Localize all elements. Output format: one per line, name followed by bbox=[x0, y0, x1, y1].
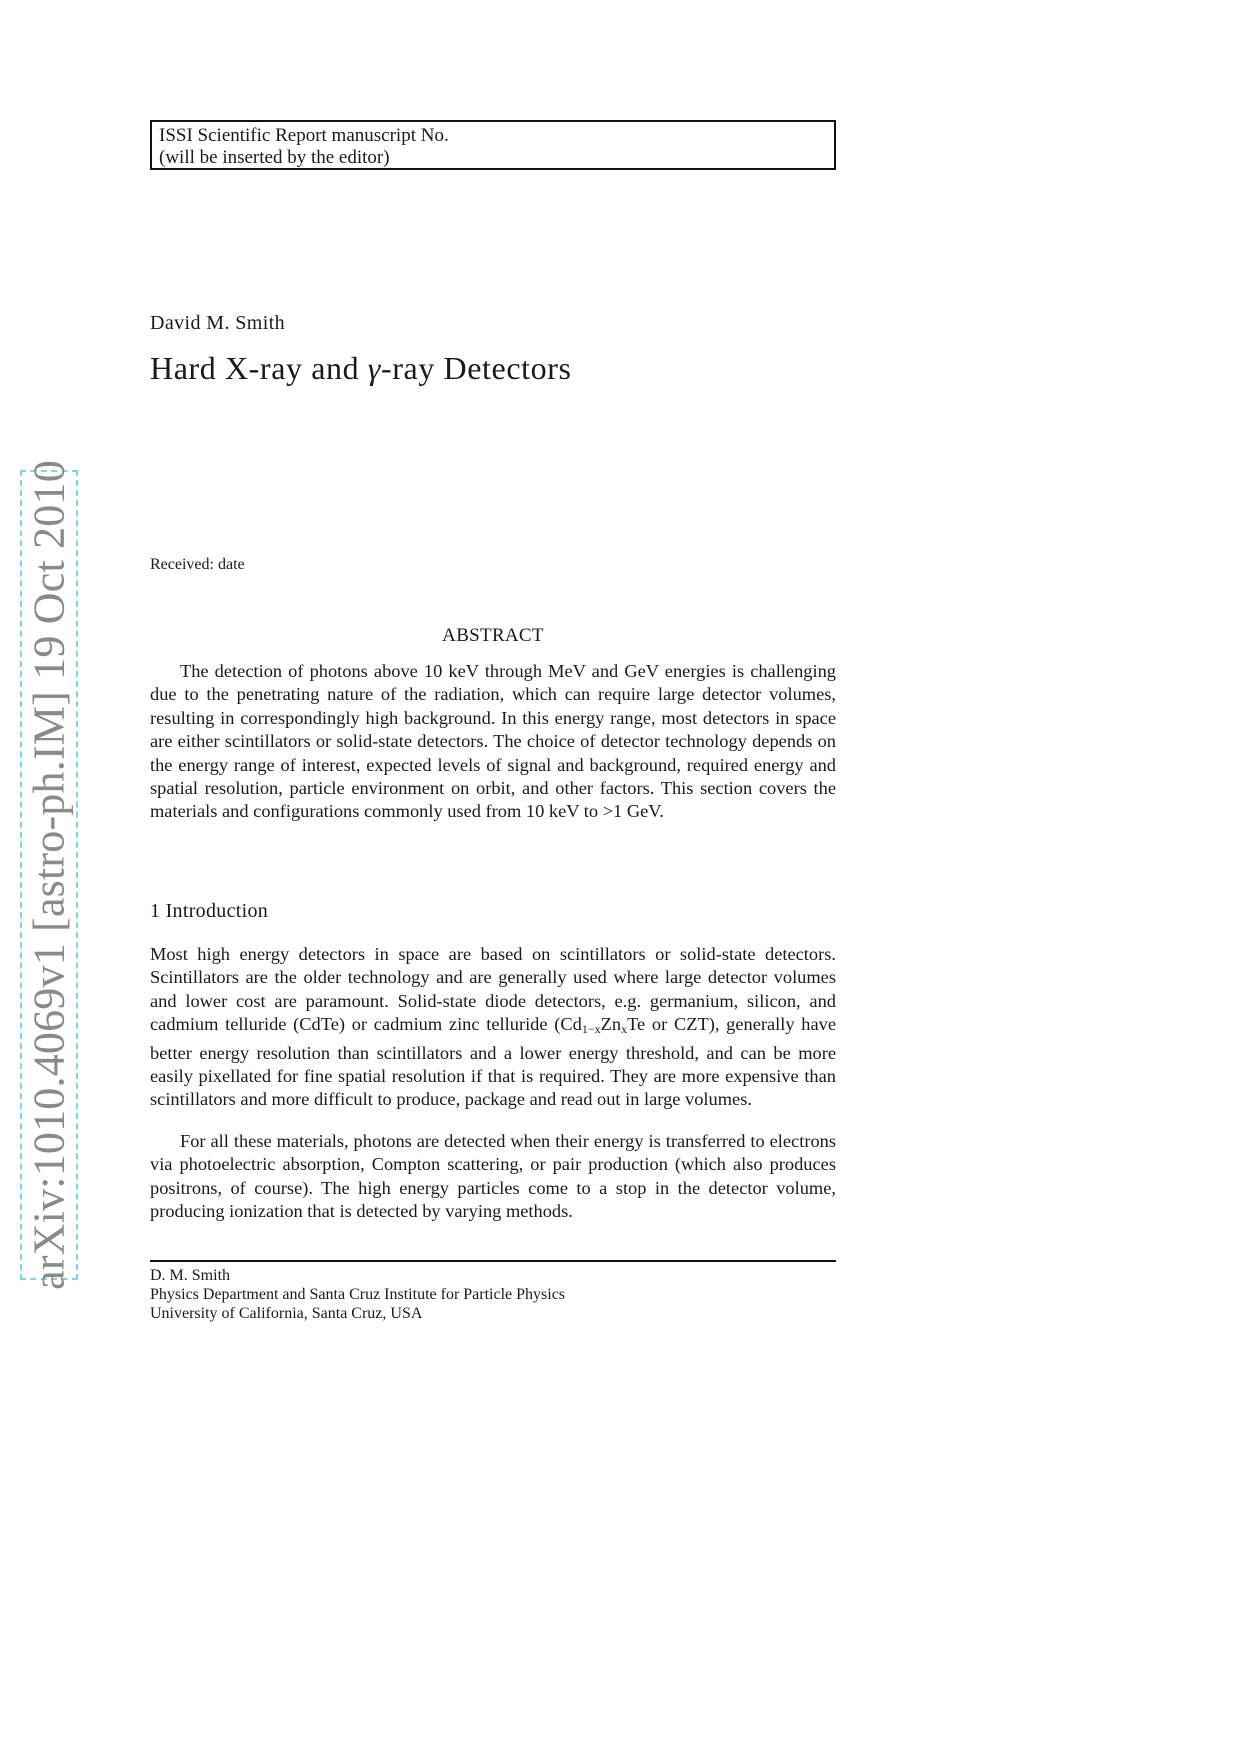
intro-paragraph-1 bbox=[150, 943, 836, 1112]
section-heading-introduction: 1 Introduction bbox=[150, 900, 269, 922]
title-text-after: -ray Detectors bbox=[381, 350, 572, 386]
intro-paragraph-1-text-b: Zn bbox=[600, 1014, 622, 1035]
intro-paragraph-1-text-c: Te or CZT), generally have better energy resolution than scintillators and a lower energy threshold, and can be more easily pixellated for fine spatial resolution if that is required. They are more expensive than scintillators and more difficult to produce, package and read out in large volumes. bbox=[150, 1014, 836, 1110]
received-date: Received: date bbox=[150, 556, 245, 573]
abstract-text: The detection of photons above 10 keV through MeV and GeV energies is challenging due to the penetrating nature of the radiation, which can require large detector volumes, resulting in correspondingly high background. In this energy range, most detectors in space are either scintillators or solid-state detectors. The choice of detector technology depends on the energy range of interest, expected levels of signal and background, required energy and spatial resolution, particle environment on orbit, and other factors. This section covers the materials and configurations commonly used from 10 keV to >1 GeV. bbox=[150, 661, 836, 822]
affiliation-university: University of California, Santa Cruz, USA bbox=[150, 1305, 423, 1322]
affiliation-department: Physics Department and Santa Cruz Institute for Particle Physics bbox=[150, 1286, 566, 1303]
intro-paragraph-2: For all these materials, photons are detected when their energy is transferred to electrons via photoelectric absorption, Compton scattering, or pair production (which also produces positrons, of course). The high energy particles come to a stop in the detector volume, producing ionization that is detected by varying methods. bbox=[150, 1131, 836, 1222]
affiliation-name: D. M. Smith bbox=[150, 1267, 231, 1284]
abstract-heading: ABSTRACT bbox=[442, 625, 544, 646]
author-affiliation bbox=[150, 1266, 565, 1323]
paper-title bbox=[150, 350, 572, 387]
manuscript-info-box bbox=[150, 120, 836, 170]
manuscript-info-line-2: (will be inserted by the editor) bbox=[159, 147, 390, 168]
intro-paragraph-1-text-a: Most high energy detectors in space are based on scintillators or solid-state detectors. Scintillators are the older technology and are generally used where large detector volumes and lower cost are paramount. Solid-state diode detectors, e.g. germanium, silicon, and cadmium telluride (CdTe) or cadmium zinc telluride (Cd bbox=[150, 944, 836, 1035]
footnote-divider bbox=[150, 1260, 836, 1262]
subscript-x: x bbox=[621, 1022, 628, 1037]
title-text-before: Hard X-ray and bbox=[150, 350, 368, 386]
arxiv-identifier: arXiv:1010.4069v1 [astro-ph.IM] 19 Oct 2010 bbox=[24, 460, 74, 1290]
manuscript-info-line-1: ISSI Scientific Report manuscript No. bbox=[159, 125, 449, 146]
title-gamma-symbol: γ bbox=[367, 350, 382, 386]
author-name: David M. Smith bbox=[150, 312, 286, 334]
subscript-1-minus-x: 1−x bbox=[581, 1022, 601, 1037]
